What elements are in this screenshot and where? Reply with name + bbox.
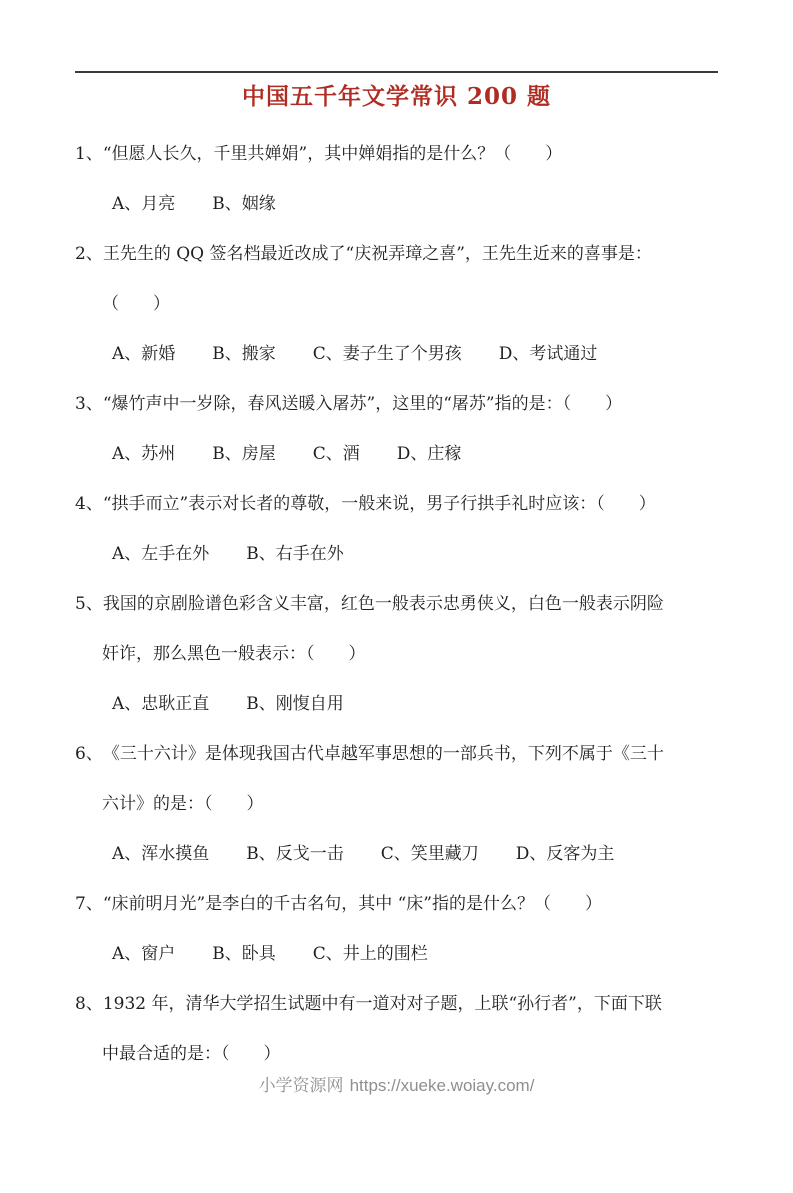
question-block [75,995,718,1064]
option-item: D、反客为主 [515,844,615,864]
page-title: 中国五千年文学常识 200 题 [241,83,552,110]
options-line [75,195,718,214]
option-item: B、右手在外 [246,544,344,564]
option-item: A、窗户 [112,944,176,964]
question-block [75,145,718,214]
options-line [75,945,718,964]
option-item: B、反戈一击 [246,844,344,864]
options-line [75,845,718,864]
question-text: “爆竹声中一岁除，春风送暖入屠苏”，这里的“屠苏”指的是：（ ） [102,394,623,414]
document-page [0,71,793,1193]
option-item: B、房屋 [212,444,276,464]
question-first-line [75,895,718,914]
option-item: C、井上的围栏 [312,944,428,964]
question-number: 3、 [75,394,103,414]
question-number: 8、 [75,994,103,1014]
option-item: B、卧具 [212,944,276,964]
question-first-line [75,145,718,164]
question-text-continued: （ ） [102,294,170,314]
footer-site-url: https://xueke.woiay.com/ [349,1076,535,1095]
question-first-line [75,995,718,1014]
option-item: A、苏州 [112,444,176,464]
question-first-line [75,395,718,414]
footer-site-name: 小学资源网 [258,1076,344,1095]
options-line [75,545,718,564]
question-number: 6、 [75,744,103,764]
option-item: A、新婚 [112,344,176,364]
option-item: C、酒 [312,444,360,464]
question-list [75,145,718,1064]
header-divider [75,71,718,73]
question-text: 王先生的 QQ 签名档最近改成了“庆祝弄璋之喜”，王先生近来的喜事是： [102,244,652,264]
question-text: 1932 年，清华大学招生试题中有一道对对子题，上联“孙行者”，下面下联 [102,994,662,1014]
question-block [75,395,718,464]
question-number: 1、 [75,144,103,164]
question-number: 7、 [75,894,103,914]
question-number: 2、 [75,244,103,264]
option-item: A、左手在外 [112,544,210,564]
question-first-line [75,495,718,514]
option-item: A、月亮 [112,194,176,214]
options-line [75,695,718,714]
question-block [75,495,718,564]
question-text-continued: 奸诈，那么黑色一般表示：（ ） [102,644,366,664]
question-text-continued: 中最合适的是：（ ） [102,1044,281,1064]
option-item: B、搬家 [212,344,276,364]
option-item: D、庄稼 [396,444,462,464]
option-item: B、刚愎自用 [246,694,344,714]
question-text: “但愿人长久，千里共婵娟”，其中婵娟指的是什么？（ ） [102,144,563,164]
question-text: “床前明月光”是李白的千古名句，其中 “床”指的是什么？（ ） [102,894,602,914]
question-block [75,745,718,864]
question-text: “拱手而立”表示对长者的尊敬，一般来说，男子行拱手礼时应该：（ ） [102,494,656,514]
question-block [75,595,718,714]
question-first-line [75,595,718,614]
page-footer [75,1076,718,1096]
option-item: C、笑里藏刀 [380,844,479,864]
option-item: D、考试通过 [498,344,598,364]
question-block [75,895,718,964]
question-text: 《三十六计》是体现我国古代卓越军事思想的一部兵书，下列不属于《三十 [102,744,664,764]
option-item: C、妻子生了个男孩 [312,344,462,364]
question-block [75,245,718,364]
question-first-line [75,745,718,764]
option-item: A、浑水摸鱼 [112,844,210,864]
question-text-continued: 六计》的是：（ ） [102,794,264,814]
options-line [75,345,718,364]
question-text: 我国的京剧脸谱色彩含义丰富，红色一般表示忠勇侠义，白色一般表示阴险 [102,594,664,614]
option-item: A、忠耿正直 [112,694,210,714]
options-line [75,445,718,464]
question-number: 4、 [75,494,103,514]
option-item: B、姻缘 [212,194,276,214]
question-number: 5、 [75,594,103,614]
question-first-line [75,245,718,264]
